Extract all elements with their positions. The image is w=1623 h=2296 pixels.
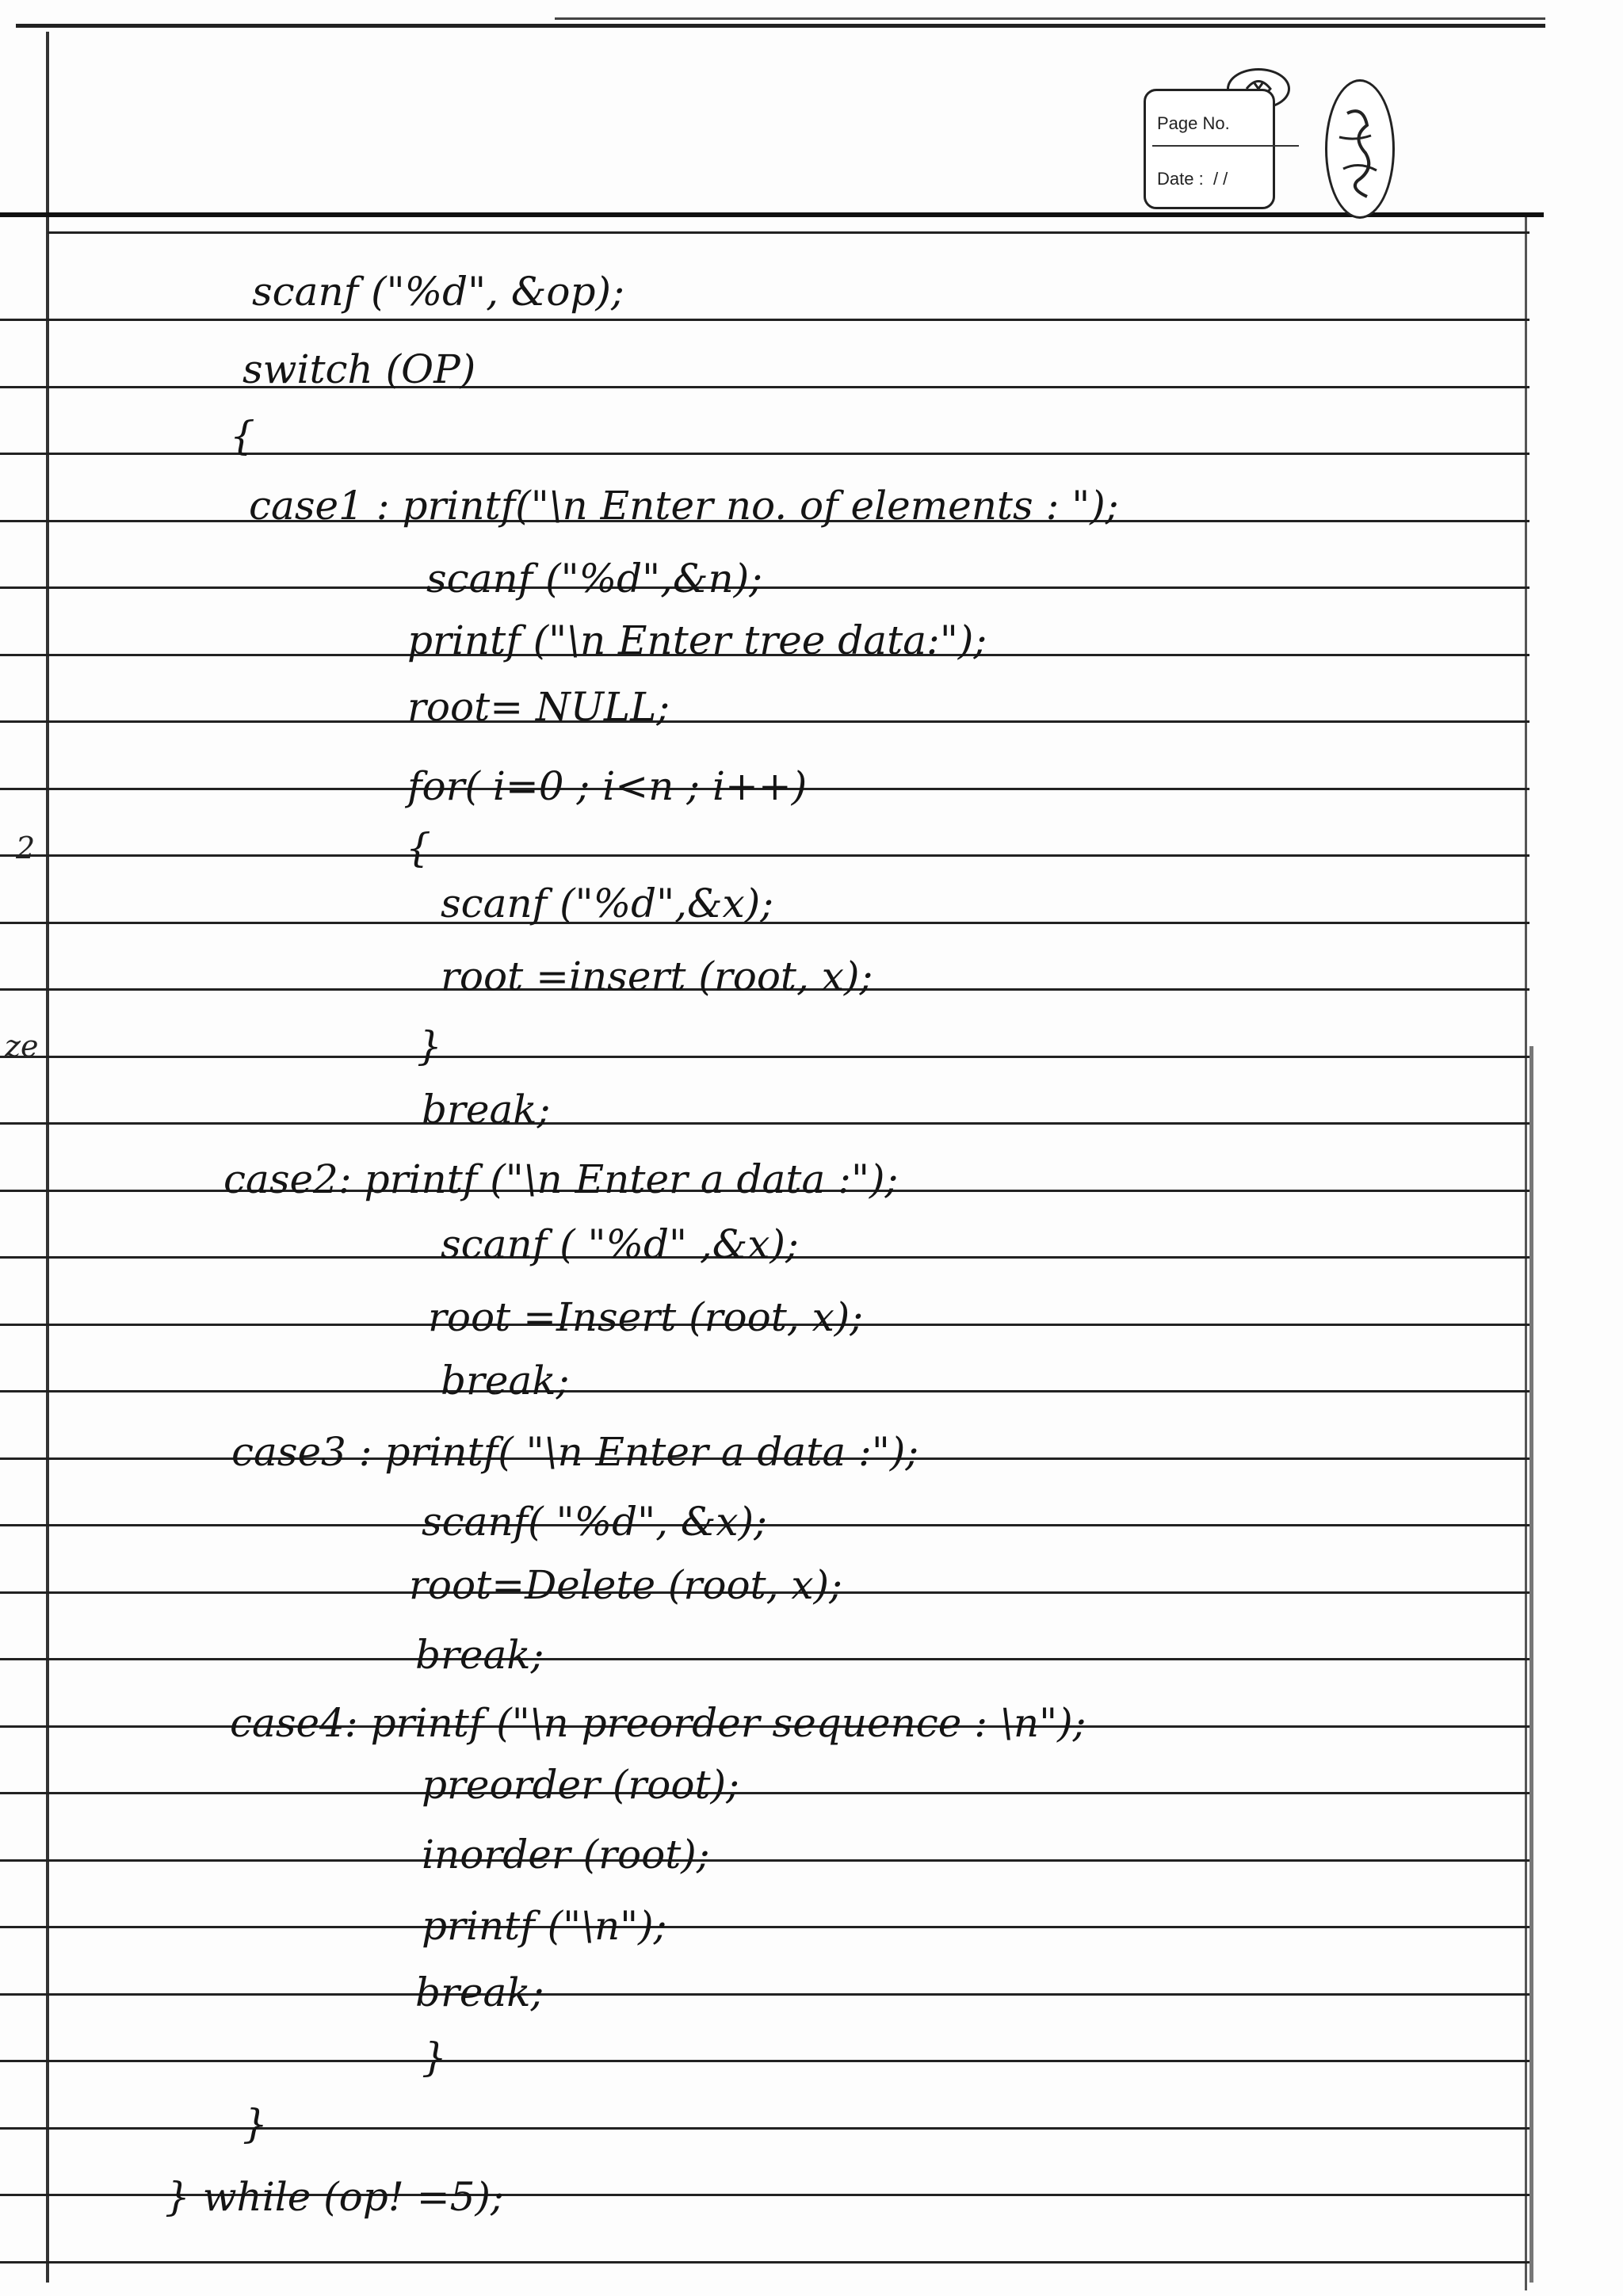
right-margin-shadow [1529, 1046, 1533, 2283]
code-line: { [230, 413, 255, 459]
code-line: break; [441, 1358, 570, 1404]
page-info-box [1144, 89, 1275, 209]
ruled-line [0, 386, 1529, 388]
ruled-line [0, 720, 1529, 723]
code-line: case4: printf ("\n preorder sequence : \n"); [230, 1700, 1086, 1746]
code-line: break; [422, 1087, 551, 1133]
code-line: root= NULL; [407, 684, 670, 730]
code-line: inorder (root); [422, 1832, 710, 1878]
ruled-line [0, 1390, 1529, 1392]
top-edge-line-upper [555, 17, 1545, 20]
ruled-line [0, 2127, 1529, 2130]
ruled-line [0, 1993, 1529, 1996]
ruled-line [0, 1859, 1529, 1862]
code-line: } while (op! =5); [165, 2174, 504, 2220]
ruled-line [0, 1056, 1529, 1058]
ruled-line [0, 586, 1529, 589]
ruled-line [0, 854, 1529, 857]
date-label: Date : [1157, 169, 1204, 189]
left-margin-line [46, 32, 49, 2283]
ruled-line [0, 1926, 1529, 1928]
code-line: scanf ("%d", &op); [252, 269, 624, 315]
margin-mark: 2 [16, 831, 36, 865]
brand-emblem-icon [1325, 79, 1395, 219]
right-margin-line [1525, 214, 1527, 2290]
code-line: { [406, 825, 431, 871]
date-value: / / [1212, 169, 1228, 189]
code-line: printf ("\n"); [422, 1903, 667, 1949]
code-line: case1 : printf("\n Enter no. of elements : "); [249, 483, 1119, 529]
code-line: } [422, 2034, 447, 2080]
header-rule [0, 212, 1544, 217]
ruled-line [0, 1122, 1529, 1125]
code-line: root=Delete (root, x); [409, 1562, 842, 1608]
code-line: printf ("\n Enter tree data:"); [407, 617, 987, 663]
code-line: for( i=0 ; i<n ; i++) [407, 763, 808, 809]
code-line: preorder (root); [422, 1762, 739, 1808]
ruled-line [0, 2261, 1529, 2264]
code-line: } [417, 1023, 442, 1069]
ruled-line [0, 2060, 1529, 2062]
margin-mark: ze [5, 1029, 39, 1064]
ruled-line [0, 1658, 1529, 1660]
header-rule-secondary [48, 231, 1529, 234]
code-line: break; [415, 1969, 544, 2015]
ruled-line [0, 319, 1529, 321]
code-line: case3 : printf( "\n Enter a data :"); [231, 1429, 919, 1475]
code-line: scanf ("%d",&x); [441, 881, 774, 926]
date-field [1157, 169, 1228, 189]
code-line: scanf( "%d", &x); [422, 1499, 767, 1545]
ruled-line [0, 1792, 1529, 1794]
code-line: root =insert (root, x); [441, 953, 873, 999]
top-edge-line [16, 24, 1545, 28]
page-no-label: Page No. [1157, 113, 1230, 133]
code-line: break; [415, 1632, 544, 1678]
code-line: scanf ( "%d" ,&x); [441, 1221, 799, 1267]
page-info-divider [1152, 145, 1299, 147]
code-line: switch (OP) [242, 346, 476, 392]
code-line: case2: printf ("\n Enter a data :"); [223, 1156, 899, 1202]
code-line: } [242, 2101, 268, 2147]
code-line: scanf ("%d",&n); [426, 556, 763, 602]
code-line: root =Insert (root, x); [428, 1294, 864, 1340]
